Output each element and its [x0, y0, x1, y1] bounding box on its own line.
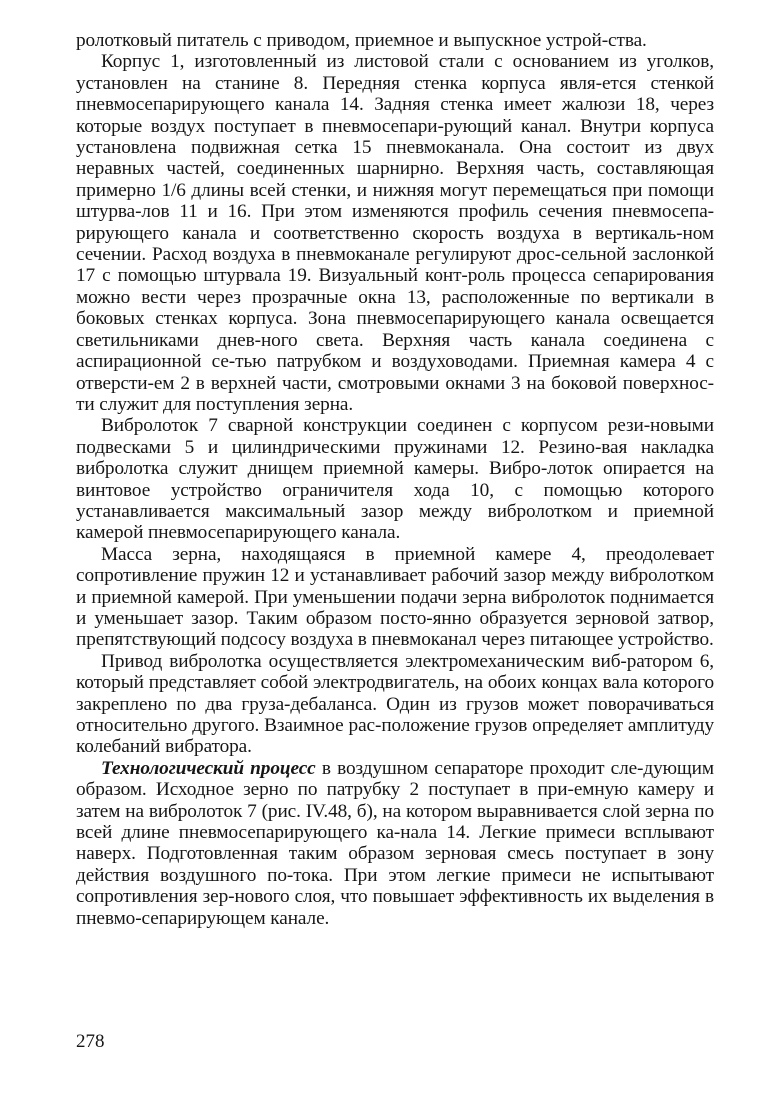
paragraph-drive: Привод вибролотка осуществляется электромеханическим виб-ратором 6, который представляет собой электродвигатель, на обоих концах вала которого закреплено по два груза-дебаланса. Один из грузов может поворачиваться относительно другого. Взаимное рас-положение грузов определяет амплитуду колебаний вибратора. [76, 650, 714, 758]
page-body [76, 30, 714, 929]
process-lead: Технологический процесс [101, 757, 316, 779]
paragraph-vibrotray: Вибролоток 7 сварной конструкции соединен с корпусом рези-новыми подвесками 5 и цилиндрическими пружинами 12. Резино-вая накладка вибролотка служит днищем приемной камеры. Вибро-лоток опирается на винтовое устройство ограничителя хода 10, с помощью которого устанавливается максимальный зазор между вибролотком и приемной камерой пневмосепарирующего канала. [76, 415, 714, 544]
paragraph-grain-mass: Масса зерна, находящаяся в приемной камере 4, преодолевает сопротивление пружин 12 и устанавливает рабочий зазор между вибролотком и приемной камерой. При уменьшении подачи зерна вибролоток поднимается и уменьшает зазор. Таким образом посто-янно образуется зерновой затвор, препятствующий подсосу воздуха в пневмоканал через питающее устройство. [76, 543, 714, 651]
process-text: в воздушном сепараторе проходит сле-дующим образом. Исходное зерно по патрубку 2 поступает в при-емную камеру и затем на вибролоток 7 (рис. IV.48, б), на котором выравнивается слой зерна по всей длине пневмосепарирующего ка-нала 14. Легкие примеси всплывают наверх. Подготовленная таким образом зерновая смесь поступает в зону действия воздушного по-тока. При этом легкие примеси не испытывают сопротивления зер-нового слоя, что повышает эффективность их выделения в пневмо-сепарирующем канале. [76, 757, 714, 929]
paragraph-process [76, 758, 714, 929]
paragraph-housing: Корпус 1, изготовленный из листовой стали с основанием из уголков, установлен на станине 8. Передняя стенка корпуса явля-ется стенкой пневмосепарирующего канала 14. Задняя стенка имеет жалюзи 18, через которые воздух поступает в пневмосепари-рующий канал. Внутри корпуса установлена подвижная сетка 15 пневмоканала. Она состоит из двух неравных частей, соединенных шарнирно. Верхняя часть, составляющая примерно 1/6 длины всей стенки, и нижняя могут перемещаться при помощи штурва-лов 11 и 16. При этом изменяются профиль сечения пневмосепа-рирующего канала и соответственно скорость воздуха в вертикаль-ном сечении. Расход воздуха в пневмоканале регулируют дрос-сельной заслонкой 17 с помощью штурвала 19. Визуальный конт-роль процесса сепарирования можно вести через прозрачные окна 13, расположенные по вертикали в боковых стенках корпуса. Зона пневмосепарирующего канала освещается светильниками днев-ного света. Верхняя часть канала соединена с аспирационной се-тью патрубком и воздуховодами. Приемная камера 4 с отверсти-ем 2 в верхней части, смотровыми окнами 3 на боковой поверхнос-ти служит для поступления зерна. [76, 51, 714, 415]
page-number: 278 [76, 1031, 105, 1052]
paragraph-continuation: ролотковый питатель с приводом, приемное и выпускное устрой-ства. [76, 30, 647, 51]
